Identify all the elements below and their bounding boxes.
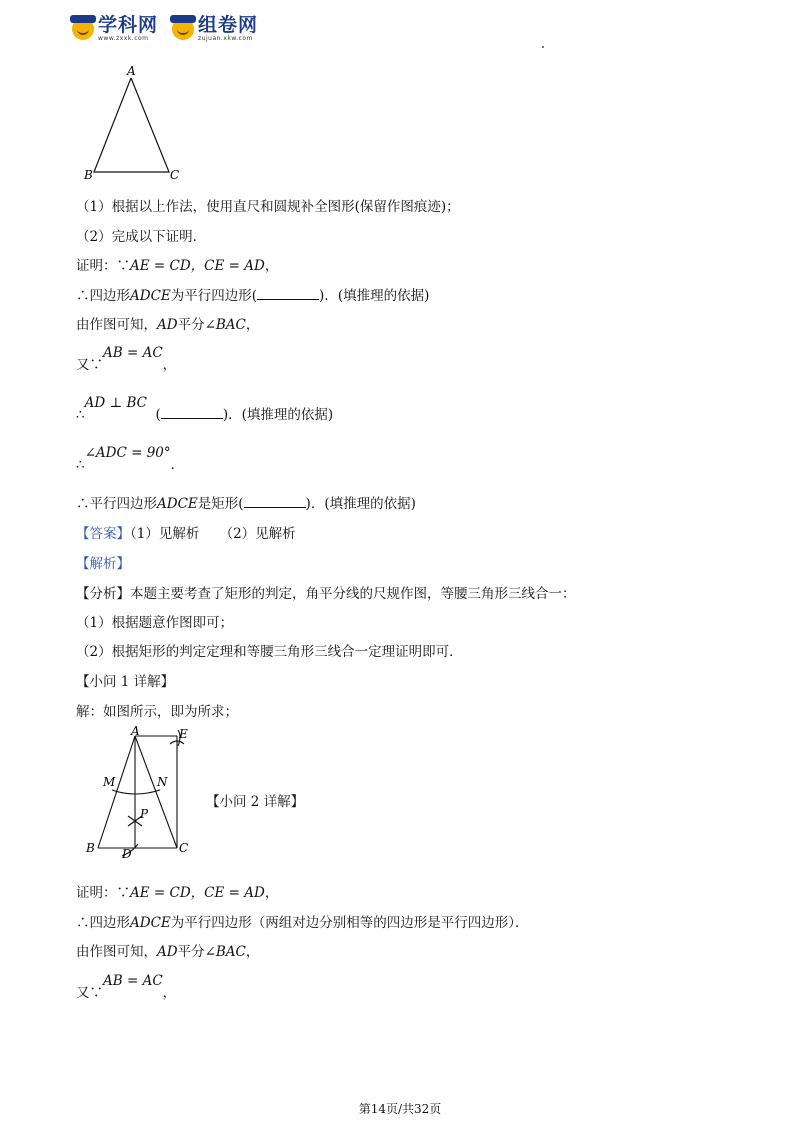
proof-line-7: ∴平行四边形ADCE是矩形( )．(填推理的依据) — [76, 496, 416, 512]
answer-line: 【答案】（1）见解析 （2）见解析 — [76, 526, 296, 542]
label-b: B — [84, 168, 93, 182]
page-number: 第14页/共32页 — [358, 1102, 442, 1116]
mascot-icon — [172, 18, 194, 40]
label-p: P — [140, 807, 149, 821]
proof-line-3: 由作图可知，AD平分∠BAC， — [76, 317, 260, 333]
label-a: A — [131, 724, 140, 738]
sub1-tag: 【小问 1 详解】 — [76, 674, 175, 690]
label-m: M — [103, 775, 116, 789]
solution-line-3: 由作图可知，AD平分∠BAC， — [76, 944, 260, 960]
answer-blank-1[interactable] — [257, 287, 319, 300]
triangle-figure — [80, 62, 190, 184]
analysis-tag: 【解析】 — [76, 556, 130, 572]
logo-zujuanwang — [172, 16, 258, 42]
analysis-line: 【分析】本题主要考查了矩形的判定，角平分线的尺规作图，等腰三角形三线合一： — [76, 586, 576, 602]
answer-blank-3[interactable] — [244, 495, 306, 508]
logo-name: 组卷网 — [198, 14, 259, 36]
label-c: C — [179, 841, 189, 855]
solution-line-4: 又∵AB = AC， — [76, 973, 177, 1001]
answer-tag: 【答案】 — [76, 526, 130, 542]
label-a: A — [127, 64, 136, 78]
solution-line-2: ∴四边形ADCE为平行四边形（两组对边分别相等的四边形是平行四边形）． — [76, 915, 529, 931]
proof-line-4: 又∵AB = AC， — [76, 345, 177, 373]
side-ab — [98, 736, 135, 848]
mascot-icon — [72, 18, 94, 40]
label-d: D — [122, 847, 132, 861]
solution-line-1: 证明：∵AE = CD，CE = AD， — [76, 885, 279, 901]
sub1-text: 解：如图所示，即为所求； — [76, 704, 238, 720]
logo-url: www.zxxk.com — [98, 35, 149, 42]
analysis-p1: （1）根据题意作图即可； — [76, 615, 234, 631]
analysis-p2: （2）根据矩形的判定定理和等腰三角形三线合一定理证明即可． — [76, 644, 463, 660]
logo-xuekewang — [72, 16, 158, 42]
proof-line-5: ∴AD ⊥ BC ( )．(填推理的依据) — [76, 395, 334, 423]
label-c: C — [170, 168, 180, 182]
proof-line-1: 证明：∵AE = CD，CE = AD， — [76, 258, 279, 274]
answer-blank-2[interactable] — [161, 406, 223, 419]
question-2: （2）完成以下证明． — [76, 229, 207, 245]
sub2-tag: 【小问 2 详解】 — [206, 794, 305, 810]
proof-line-6: ∴∠ADC = 90°． — [76, 445, 185, 473]
construction-figure — [82, 724, 202, 866]
question-1: （1）根据以上作法，使用直尺和圆规补全图形(保留作图痕迹)； — [76, 199, 460, 215]
label-e: E — [179, 727, 188, 741]
arc-mn — [112, 790, 160, 794]
label-n: N — [157, 775, 168, 789]
logo-name: 学科网 — [98, 14, 159, 36]
proof-line-2: ∴四边形ADCE为平行四边形( )．(填推理的依据) — [76, 288, 430, 304]
label-b: B — [86, 841, 95, 855]
logo-url: zujuan.xkw.com — [198, 35, 253, 42]
side-ac — [135, 736, 177, 848]
header-logos — [72, 14, 258, 44]
stray-dot — [542, 46, 544, 48]
triangle-abc — [94, 78, 169, 172]
